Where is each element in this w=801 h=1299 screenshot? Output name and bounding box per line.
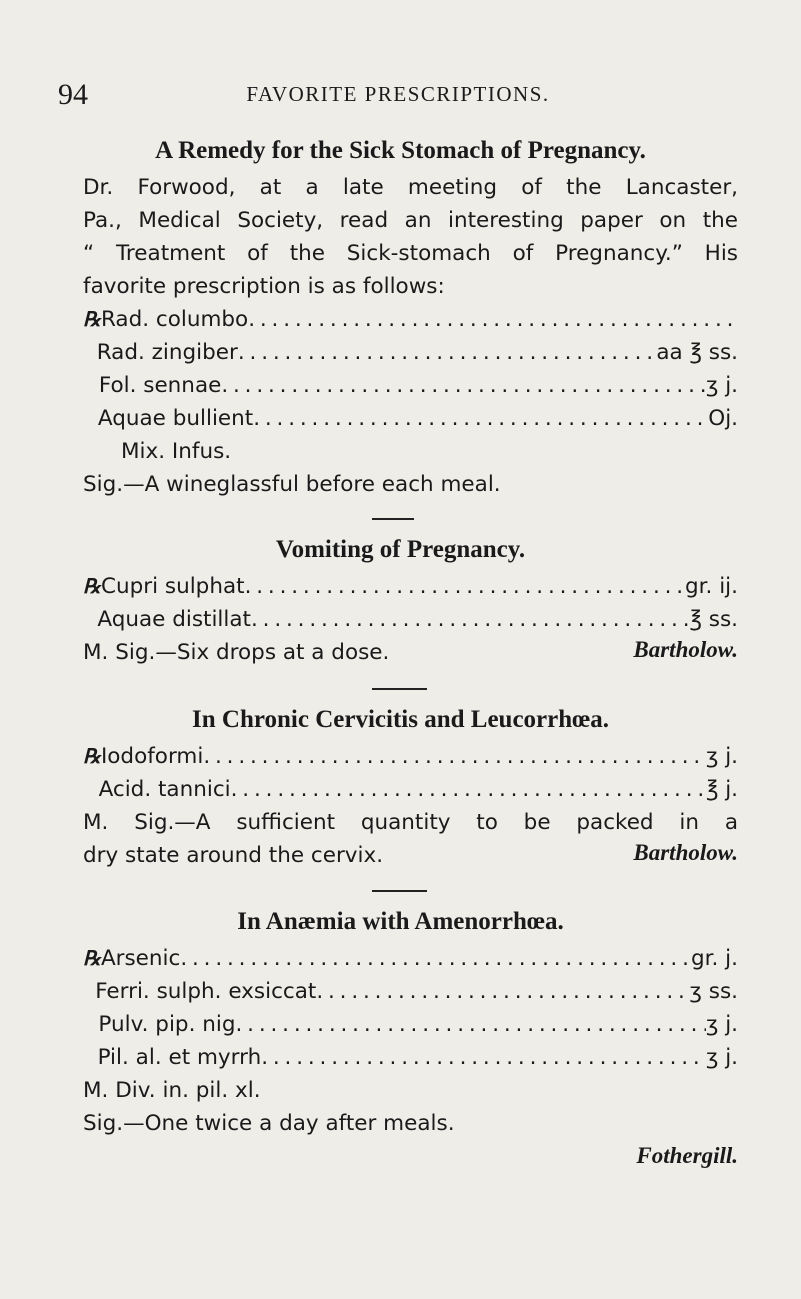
ingredient-name: Pulv. pip. nig	[98, 1012, 236, 1037]
leader-dots	[248, 303, 738, 336]
mix-instruction: Mix. Infus.	[121, 439, 232, 464]
sig-instruction: Sig.—A wineglassful before each meal.	[83, 472, 501, 497]
page-header	[58, 78, 738, 110]
leader-dots	[203, 740, 706, 773]
ingredient-dose: aa ℥ ss.	[656, 340, 738, 365]
recipe-symbol: ℞	[83, 574, 101, 598]
text-line: “ Treatment of the Sick-stomach of Pregnancy.” His	[83, 241, 738, 266]
section-heading-sick-stomach: A Remedy for the Sick Stomach of Pregnancy.	[155, 137, 646, 164]
section-heading-vomiting: Vomiting of Pregnancy.	[275, 536, 526, 563]
ingredient-name: Aquae bullient	[97, 406, 254, 431]
recipe-symbol: ℞	[83, 307, 101, 331]
text-line: M. Sig.—A sufficient quantity to be packed in a	[83, 810, 738, 835]
leader-dots	[261, 1041, 706, 1074]
section-divider	[372, 890, 427, 892]
leader-dots	[236, 1008, 706, 1041]
sig-instruction: M. Sig.—Six drops at a dose.	[83, 640, 390, 665]
ingredient-row	[83, 369, 738, 402]
ingredient-name: Fol. sennae	[98, 373, 222, 398]
ingredient-dose: ʒ j.	[705, 744, 738, 769]
text-line: favorite prescription is as follows:	[83, 274, 445, 299]
ingredient-dose: gr. ij.	[685, 574, 738, 599]
sig-instruction: Sig.—One twice a day after meals.	[83, 1111, 455, 1136]
ingredient-name: Arsenic	[100, 946, 181, 971]
ingredient-dose: gr. j.	[691, 946, 738, 971]
ingredient-name: Rad. zingiber	[96, 340, 238, 365]
leader-dots	[316, 975, 689, 1008]
text-line: Pa., Medical Society, read an interesting paper on the	[83, 208, 738, 233]
ingredient-name: Aquae distillat	[97, 607, 251, 632]
ingredient-row	[83, 773, 738, 806]
ingredient-row	[83, 942, 738, 975]
page-number: 94	[58, 78, 88, 111]
ingredient-dose: ʒ j.	[705, 1012, 738, 1037]
ingredient-dose: ʒ j.	[705, 373, 738, 398]
section-heading-cervicitis: In Chronic Cervicitis and Leucorrhœa.	[192, 706, 609, 733]
ingredient-name: Cupri sulphat	[100, 574, 245, 599]
leader-dots	[180, 942, 691, 975]
leader-dots	[245, 570, 685, 603]
ingredient-row	[83, 570, 738, 603]
recipe-symbol: ℞	[83, 946, 101, 970]
recipe-symbol: ℞	[83, 744, 101, 768]
intro-paragraph	[83, 171, 738, 303]
ingredient-name: Iodoformi	[100, 744, 204, 769]
ingredient-name: Rad. columbo	[100, 307, 249, 332]
leader-dots	[221, 369, 706, 402]
attribution: Bartholow.	[633, 637, 738, 662]
ingredient-dose: ℥ ss.	[689, 607, 738, 632]
ingredient-dose: ʒ ss.	[689, 979, 738, 1004]
leader-dots	[231, 773, 706, 806]
ingredient-dose: Oj.	[708, 406, 738, 431]
ingredient-dose: ℥ j.	[705, 777, 738, 802]
ingredient-row	[83, 1008, 738, 1041]
attribution: Bartholow.	[633, 840, 738, 865]
text-line: Dr. Forwood, at a late meeting of the Lancaster,	[83, 175, 738, 200]
attribution: Fothergill.	[636, 1143, 738, 1168]
mix-instruction: M. Div. in. pil. xl.	[83, 1078, 261, 1103]
leader-dots	[253, 402, 708, 435]
leader-dots	[238, 336, 656, 369]
ingredient-row	[83, 603, 738, 636]
section-divider	[372, 518, 414, 520]
ingredient-dose: ʒ j.	[705, 1045, 738, 1070]
running-title: FAVORITE PRESCRIPTIONS.	[246, 82, 550, 106]
ingredient-name: Ferri. sulph. exsiccat	[95, 979, 317, 1004]
ingredient-row	[83, 303, 738, 336]
ingredient-row	[83, 336, 738, 369]
section-heading-anaemia: In Anæmia with Amenorrhœa.	[237, 908, 564, 935]
ingredient-name: Pil. al. et myrrh	[97, 1045, 262, 1070]
text-line: dry state around the cervix.	[83, 843, 384, 868]
section-divider	[372, 688, 427, 690]
ingredient-row	[83, 402, 738, 435]
leader-dots	[251, 603, 690, 636]
ingredient-name: Acid. tannici	[98, 777, 231, 802]
ingredient-row	[83, 740, 738, 773]
ingredient-row	[83, 1041, 738, 1074]
ingredient-row	[83, 975, 738, 1008]
